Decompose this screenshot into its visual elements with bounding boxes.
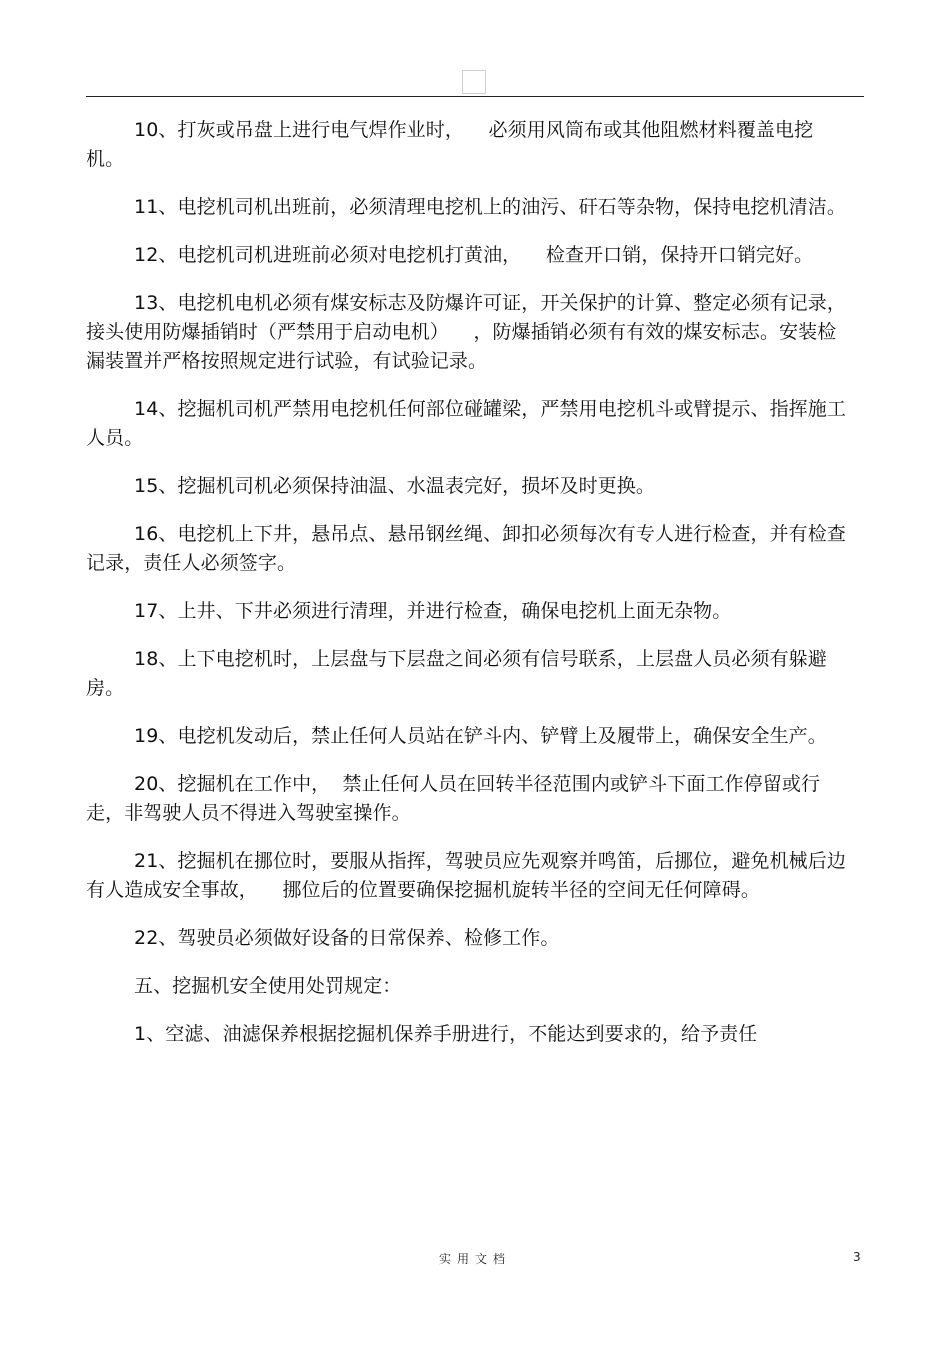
- document-body: [86, 116, 848, 1068]
- paragraph-11: 11、电挖机司机出班前，必须清理电挖机上的油污、矸石等杂物，保持电挖机清洁。: [134, 196, 846, 218]
- paragraph-18: 18、上下电挖机时，上层盘与下层盘之间必须有信号联系，上层盘人员必须有躲避房。: [86, 648, 827, 699]
- page-number: 3: [853, 1250, 861, 1264]
- paragraph-12: 12、电挖机司机进班前必须对电挖机打黄油， 检查开口销，保持开口销完好。: [134, 244, 814, 266]
- paragraph-15: 15、挖掘机司机必须保持油温、水温表完好，损坏及时更换。: [134, 475, 655, 497]
- paragraph-16: 16、电挖机上下井，悬吊点、悬吊钢丝绳、卸扣必须每次有专人进行检查，并有检查记录，责任人必须签字。: [86, 523, 846, 574]
- paragraph-20: 20、挖掘机在工作中， 禁止任何人员在回转半径范围内或铲斗下面工作停留或行走，非驾驶人员不得进入驾驶室操作。: [86, 773, 821, 824]
- paragraph-13: 13、电挖机电机必须有煤安标志及防爆许可证，开关保护的计算、整定必须有记录，接头使用防爆插销时（严禁用于启动电机） ，防爆插销必须有有效的煤安标志。安装检漏装置并严格按照规定进行试验，有试验记录。: [86, 292, 846, 372]
- paragraph-14: 14、挖掘机司机严禁用电挖机任何部位碰罐梁，严禁用电挖机斗或臂提示、指挥施工人员。: [86, 398, 846, 449]
- footer-label: 实用文档: [438, 1252, 511, 1266]
- paragraph-21: 21、挖掘机在挪位时，要服从指挥，驾驶员应先观察并鸣笛，后挪位，避免机械后边有人造成安全事故， 挪位后的位置要确保挖掘机旋转半径的空间无任何障碍。: [86, 850, 846, 901]
- paragraph-17: 17、上井、下井必须进行清理，并进行检查，确保电挖机上面无杂物。: [134, 600, 732, 622]
- paragraph-19: 19、电挖机发动后，禁止任何人员站在铲斗内、铲臂上及履带上，确保安全生产。: [134, 725, 827, 747]
- header-placeholder-box: [462, 70, 486, 94]
- section-heading-5: 五、挖掘机安全使用处罚规定：: [134, 975, 402, 997]
- header-rule: [86, 96, 864, 97]
- paragraph-10: 10、打灰或吊盘上进行电气焊作业时， 必须用风筒布或其他阻燃材料覆盖电挖机。: [86, 119, 814, 170]
- paragraph-22: 22、驾驶员必须做好设备的日常保养、检修工作。: [134, 927, 560, 949]
- paragraph-penalty-1: 1、空滤、油滤保养根据挖掘机保养手册进行，不能达到要求的，给予责任: [134, 1023, 758, 1045]
